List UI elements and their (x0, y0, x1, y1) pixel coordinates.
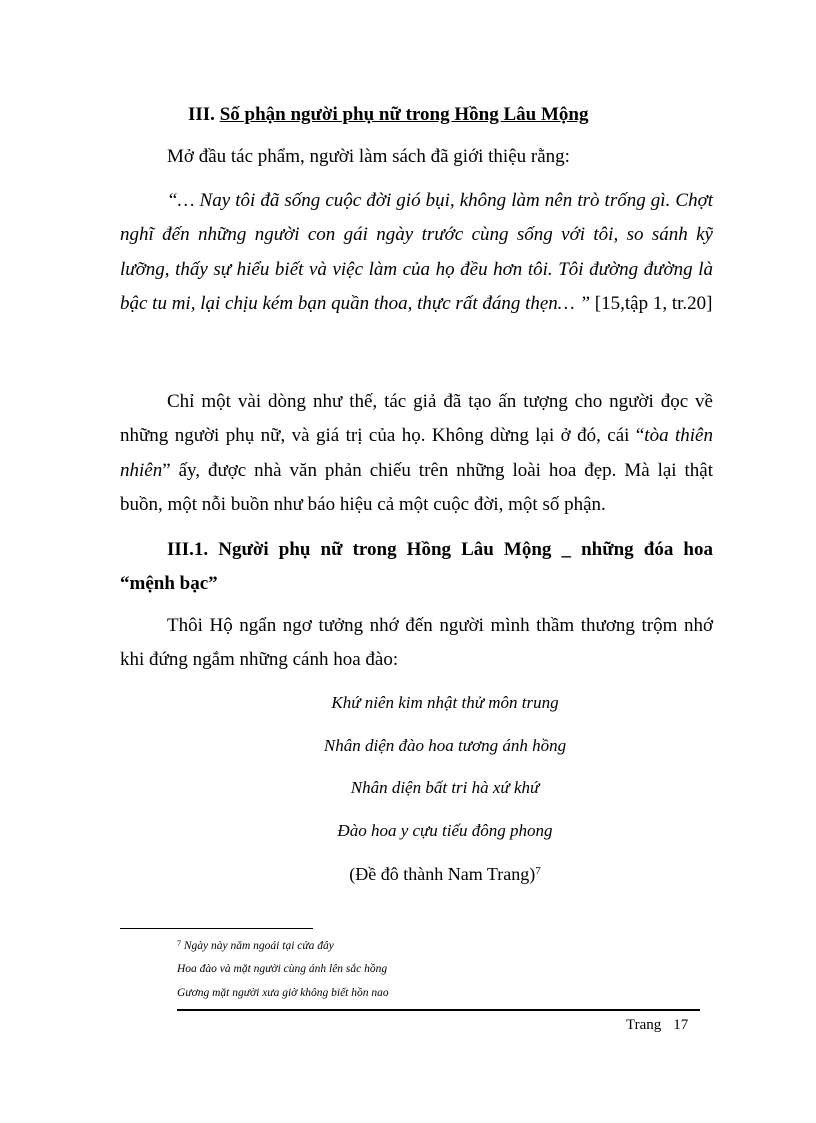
footnote-text-1: Ngày này năm ngoái tại cửa đây (183, 940, 334, 952)
poem-line-3: Nhân diện bất tri hà xứ khứ (350, 778, 540, 797)
section-heading (188, 104, 588, 126)
poem-line-1: Khứ niên kim nhật thử môn trung (331, 693, 559, 712)
paragraph-1 (120, 385, 713, 523)
page-footer (626, 1016, 688, 1034)
subheading: III.1. Người phụ nữ trong Hồng Lâu Mộng _ những đóa hoa “mệnh bạc” (120, 539, 713, 595)
quote-block (120, 184, 713, 322)
paragraph-1-part1: Chỉ một vài dòng như thế, tác giả đã tạo ấn tượng cho người đọc về những người phụ nữ, và giá trị của họ. Không dừng lại ở đó, cái “ (120, 391, 713, 447)
footnote-reference: 7 (535, 865, 541, 877)
poem-line-4: Đào hoa y cựu tiếu đông phong (337, 821, 553, 840)
footer-rule (177, 1009, 700, 1011)
poem-line-2: Nhân diện đào hoa tương ánh hồng (323, 736, 567, 755)
poem-source-text: (Đề đô thành Nam Trang) (349, 864, 536, 884)
footnote-line-2: Hoa đào và mặt người cùng ánh lên sắc hồng (177, 963, 388, 975)
quote-reference: [15,tập 1, tr.20] (594, 293, 713, 315)
section-title: Số phận người phụ nữ trong Hồng Lâu Mộng (219, 104, 589, 125)
paragraph-1-italic: tòa thiên nhiên (120, 425, 713, 481)
quote-text: “… Nay tôi đã sống cuộc đời gió bụi, không làm nên trò trống gì. Chợt nghĩ đến những người con gái ngày trước cùng sống với tôi, so sánh kỹ lưỡng, thấy sự hiểu biết và việc làm của họ đều hơn tôi. Tôi đường đường là bậc tu mi, lại chịu kém bạn quần thoa, thực rất đáng thẹn… ” (120, 190, 713, 315)
intro-line: Mở đầu tác phẩm, người làm sách đã giới thiệu rằng: (167, 146, 570, 167)
footnote-line-3: Gương mặt người xưa giờ không biết hồn nao (177, 987, 389, 999)
footnote-separator (120, 928, 313, 929)
footnote-line-1 (177, 937, 334, 953)
footnote-mark: 7 (177, 939, 181, 948)
page-number: 17 (673, 1017, 689, 1033)
poem-source (300, 860, 590, 885)
paragraph-1-part2: ” ấy, được nhà văn phản chiếu trên những loài hoa đẹp. Mà lại thật buồn, một nỗi buồn như báo hiệu cả một cuộc đời, một số phận. (120, 459, 713, 516)
page-label: Trang (626, 1017, 662, 1033)
section-number: III. (188, 104, 215, 125)
paragraph-2: Thôi Hộ ngẩn ngơ tưởng nhớ đến người mình thầm thương trộm nhớ khi đứng ngắm những cánh hoa đào: (120, 615, 713, 671)
